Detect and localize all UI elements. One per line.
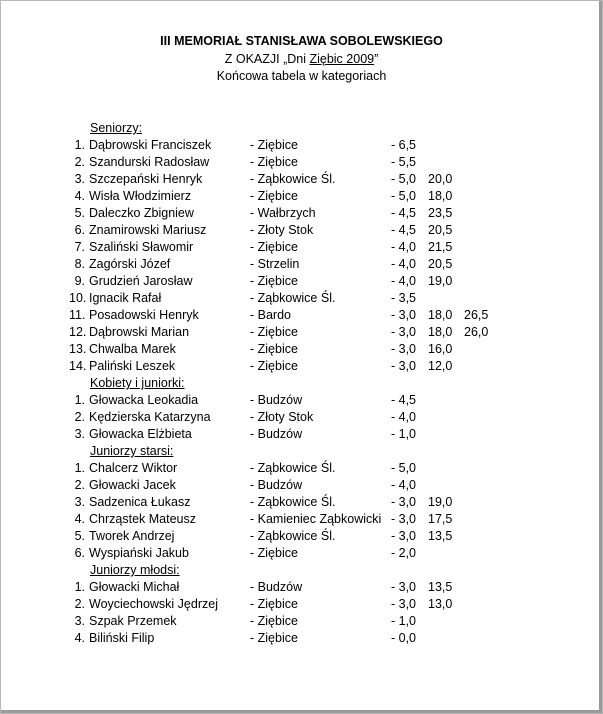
table-row	[0, 477, 603, 494]
player-town: - Ziębice	[250, 155, 298, 169]
player-name: Głowacka Elżbieta	[89, 427, 192, 441]
tiebreak-1: 18,0	[428, 189, 453, 203]
table-row	[0, 137, 603, 154]
player-name: Szandurski Radosław	[89, 155, 210, 169]
player-town: - Budzów	[250, 478, 303, 492]
player-town: - Ziębice	[250, 546, 298, 560]
player-town: - Ziębice	[250, 631, 298, 645]
tiebreak-1: 16,0	[428, 342, 453, 356]
points: - 6,5	[391, 138, 417, 152]
points: - 4,5	[391, 393, 417, 407]
rank-number: 2.	[74, 597, 85, 611]
rank-number: 9.	[74, 274, 85, 288]
points: - 3,0	[391, 495, 417, 509]
points: - 4,0	[391, 257, 417, 271]
rank-number: 6.	[74, 223, 85, 237]
points: - 4,0	[391, 240, 417, 254]
rank-number: 5.	[74, 206, 85, 220]
table-row	[0, 171, 603, 188]
points: - 5,5	[391, 155, 417, 169]
rank-number: 14.	[69, 359, 87, 373]
category-heading	[0, 375, 603, 392]
table-row	[0, 307, 603, 324]
player-town: - Ziębice	[250, 240, 298, 254]
player-town: - Budzów	[250, 393, 303, 407]
table-row	[0, 222, 603, 239]
rank-number: 6.	[74, 546, 85, 560]
player-town: - Ziębice	[250, 189, 298, 203]
rank-number: 1.	[74, 393, 85, 407]
player-town: - Ziębice	[250, 138, 298, 152]
tiebreak-1: 20,0	[428, 172, 453, 186]
table-row	[0, 154, 603, 171]
table-row	[0, 239, 603, 256]
points: - 5,0	[391, 461, 417, 475]
category-heading	[0, 562, 603, 579]
points: - 2,0	[391, 546, 417, 560]
player-town: - Kamieniec Ząbkowicki	[250, 512, 382, 526]
player-name: Głowacka Leokadia	[89, 393, 199, 407]
rank-number: 11.	[69, 308, 86, 322]
player-town: - Ziębice	[250, 614, 298, 628]
player-name: Wisła Włodzimierz	[89, 189, 192, 203]
player-town: - Ziębice	[250, 359, 298, 373]
rank-number: 4.	[74, 631, 85, 645]
table-row	[0, 494, 603, 511]
rank-number: 8.	[74, 257, 85, 271]
tiebreak-1: 13,5	[428, 529, 453, 543]
occasion-suffix: ”	[374, 52, 379, 66]
player-name: Paliński Leszek	[89, 359, 176, 373]
rank-number: 10.	[69, 291, 87, 305]
player-town: - Ząbkowice Śl.	[250, 461, 336, 475]
player-name: Wyspiański Jakub	[89, 546, 189, 560]
points: - 1,0	[391, 427, 417, 441]
table-row	[0, 545, 603, 562]
occasion-prefix: Z OKAZJI „Dni	[224, 52, 310, 66]
occasion-underlined: Ziębic 2009	[309, 52, 375, 66]
rank-number: 1.	[74, 138, 85, 152]
player-name: Daleczko Zbigniew	[89, 206, 194, 220]
category-label: Seniorzy:	[90, 121, 143, 135]
category-label: Juniorzy młodsi:	[90, 563, 180, 577]
player-town: - Bardo	[250, 308, 291, 322]
player-town: - Złoty Stok	[250, 410, 314, 424]
tiebreak-1: 13,0	[428, 597, 453, 611]
table-row	[0, 528, 603, 545]
tiebreak-1: 21,5	[428, 240, 453, 254]
rank-number: 12.	[69, 325, 87, 339]
tiebreak-1: 23,5	[428, 206, 453, 220]
tiebreak-1: 19,0	[428, 495, 453, 509]
player-name: Posadowski Henryk	[89, 308, 199, 322]
player-name: Zagórski Józef	[89, 257, 171, 271]
table-row	[0, 460, 603, 477]
player-town: - Ząbkowice Śl.	[250, 291, 336, 305]
rank-number: 2.	[74, 478, 85, 492]
player-town: - Złoty Stok	[250, 223, 314, 237]
tiebreak-1: 18,0	[428, 308, 453, 322]
rank-number: 4.	[74, 189, 85, 203]
player-name: Znamirowski Mariusz	[89, 223, 207, 237]
player-name: Biliński Filip	[89, 631, 155, 645]
tiebreak-1: 17,5	[428, 512, 453, 526]
document-title: III MEMORIAŁ STANISŁAWA SOBOLEWSKIEGO	[160, 34, 443, 48]
player-name: Ignacik Rafał	[89, 291, 162, 305]
points: - 5,0	[391, 172, 417, 186]
points: - 3,0	[391, 529, 417, 543]
player-name: Grudzień Jarosław	[89, 274, 193, 288]
table-row	[0, 613, 603, 630]
player-name: Sadzenica Łukasz	[89, 495, 191, 509]
rank-number: 4.	[74, 512, 85, 526]
table-row	[0, 290, 603, 307]
tiebreak-1: 12,0	[428, 359, 453, 373]
category-heading	[0, 120, 603, 137]
points: - 3,0	[391, 342, 417, 356]
tiebreak-1: 20,5	[428, 257, 453, 271]
tiebreak-1: 13,5	[428, 580, 453, 594]
rank-number: 2.	[74, 410, 85, 424]
tiebreak-2: 26,5	[464, 308, 489, 322]
rank-number: 3.	[74, 172, 85, 186]
player-town: - Budzów	[250, 580, 303, 594]
table-row	[0, 341, 603, 358]
rank-number: 3.	[74, 427, 85, 441]
table-row	[0, 392, 603, 409]
rank-number: 1.	[74, 461, 85, 475]
table-row	[0, 324, 603, 341]
tiebreak-1: 18,0	[428, 325, 453, 339]
table-row	[0, 426, 603, 443]
table-row	[0, 630, 603, 647]
player-name: Chrząstek Mateusz	[89, 512, 196, 526]
points: - 3,0	[391, 308, 417, 322]
player-name: Szaliński Sławomir	[89, 240, 194, 254]
points: - 4,5	[391, 206, 417, 220]
table-row	[0, 273, 603, 290]
points: - 3,0	[391, 580, 417, 594]
table-row	[0, 579, 603, 596]
player-name: Dąbrowski Franciszek	[89, 138, 212, 152]
points: - 4,0	[391, 410, 417, 424]
player-name: Dąbrowski Marian	[89, 325, 190, 339]
table-row	[0, 596, 603, 613]
player-name: Głowacki Michał	[89, 580, 180, 594]
player-name: Tworek Andrzej	[89, 529, 175, 543]
category-heading	[0, 443, 603, 460]
table-row	[0, 188, 603, 205]
rank-number: 5.	[74, 529, 85, 543]
table-row	[0, 511, 603, 528]
player-town: - Ziębice	[250, 325, 298, 339]
player-town: - Ziębice	[250, 342, 298, 356]
player-town: - Ząbkowice Śl.	[250, 172, 336, 186]
rank-number: 3.	[74, 495, 85, 509]
player-town: - Wałbrzych	[250, 206, 316, 220]
player-name: Głowacki Jacek	[89, 478, 176, 492]
rank-number: 13.	[69, 342, 87, 356]
points: - 1,0	[391, 614, 417, 628]
player-town: - Ziębice	[250, 274, 298, 288]
player-name: Chwalba Marek	[89, 342, 176, 356]
tiebreak-1: 19,0	[428, 274, 453, 288]
points: - 4,0	[391, 274, 417, 288]
points: - 4,0	[391, 478, 417, 492]
table-row	[0, 205, 603, 222]
player-town: - Strzelin	[250, 257, 300, 271]
category-label: Juniorzy starsi:	[90, 444, 174, 458]
points: - 3,0	[391, 512, 417, 526]
player-name: Kędzierska Katarzyna	[89, 410, 211, 424]
rank-number: 3.	[74, 614, 85, 628]
points: - 4,5	[391, 223, 417, 237]
points: - 3,0	[391, 325, 417, 339]
points: - 5,0	[391, 189, 417, 203]
player-name: Chalcerz Wiktor	[89, 461, 178, 475]
player-name: Szczepański Henryk	[89, 172, 203, 186]
rank-number: 7.	[74, 240, 85, 254]
points: - 3,0	[391, 597, 417, 611]
points: - 3,5	[391, 291, 417, 305]
table-row	[0, 358, 603, 375]
document-occasion	[0, 52, 603, 66]
table-row	[0, 409, 603, 426]
document-subtitle: Końcowa tabela w kategoriach	[216, 69, 387, 83]
tiebreak-1: 20,5	[428, 223, 453, 237]
player-town: - Budzów	[250, 427, 303, 441]
player-town: - Ziębice	[250, 597, 298, 611]
points: - 3,0	[391, 359, 417, 373]
rank-number: 1.	[74, 580, 85, 594]
player-town: - Ząbkowice Śl.	[250, 495, 336, 509]
player-town: - Ząbkowice Śl.	[250, 529, 336, 543]
player-name: Szpak Przemek	[89, 614, 177, 628]
points: - 0,0	[391, 631, 417, 645]
tiebreak-2: 26,0	[464, 325, 489, 339]
player-name: Woyciechowski Jędrzej	[89, 597, 218, 611]
rank-number: 2.	[74, 155, 85, 169]
category-label: Kobiety i juniorki:	[90, 376, 185, 390]
table-row	[0, 256, 603, 273]
